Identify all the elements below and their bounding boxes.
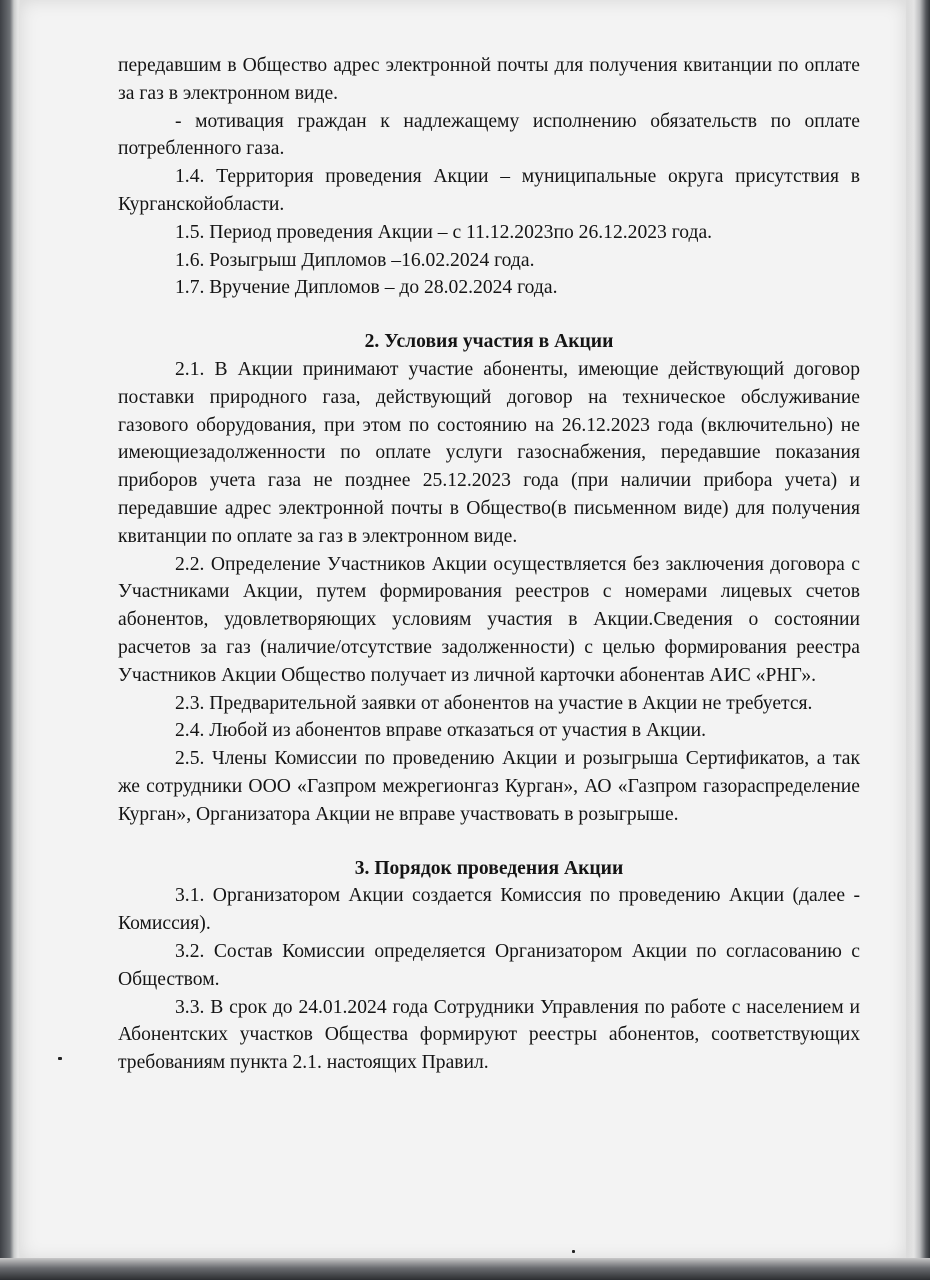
paragraph-2-2: 2.2. Определение Участников Акции осуществляется без заключения договора с Участниками Акции, путем формирования реестров с номерами лицевых счетов абонентов, удовлетворяющих условиям участия в Акции.Сведения о состоянии расчетов за газ (наличие/отсутствие задолженности) с целью формирования реестра Участников Акции Общество получает из личной карточки абонентав АИС «РНГ». [118, 553, 860, 686]
paragraph-2-4: 2.4. Любой из абонентов вправе отказаться от участия в Акции. [175, 720, 707, 742]
paragraph-3-2: 3.2. Состав Комиссии определяется Организатором Акции по согласованию с Обществом. [118, 940, 860, 990]
spacer [118, 302, 860, 328]
paragraph-2-5: 2.5. Члены Комиссии по проведению Акции и розыгрыша Сертификатов, а так же сотрудники ООО «Газпром межрегионгаз Курган», АО «Газпром газораспределение Курган», Организатора Акции не вправе участвовать в розыгрыше. [118, 748, 860, 825]
scan-speck [58, 1057, 62, 1060]
paragraph-1-7: 1.7. Вручение Дипломов – до 28.02.2024 года. [175, 277, 558, 299]
paragraph-intro-1: передавшим в Общество адрес электронной почты для получения квитанции по оплате за газ в электронном виде. [118, 55, 860, 104]
spacer [118, 829, 860, 855]
paragraph-2-3: 2.3. Предварительной заявки от абонентов на участие в Акции не требуется. [175, 692, 813, 714]
paragraph-3-3: 3.3. В срок до 24.01.2024 года Сотрудники Управления по работе с населением и Абонентских участков Общества формируют реестры абонентов, соответствующих требованиям пункта 2.1. настоящих Правил. [118, 996, 860, 1074]
paragraph-1-6: 1.6. Розыгрыш Дипломов –16.02.2024 года. [175, 249, 535, 271]
paragraph-2-1: 2.1. В Акции принимают участие абоненты, имеющие действующий договор поставки природного газа, действующий договор на техническое обслуживание газового оборудования, при этом по состоянию на 26.12.2023 года (включительно) не имеющиезадолженности по оплате услуги газоснабжения, передавшие показания приборов учета газа не позднее 25.12.2023 года (при наличии прибора учета) и передавшие адрес электронной почты в Общество(в письменном виде) для получения квитанции по оплате за газ в электронном виде. [118, 358, 860, 547]
paragraph-3-1: 3.1. Организатором Акции создается Комиссия по проведению Акции (далее - Комиссия). [118, 885, 860, 935]
paragraph-1-5: 1.5. Период проведения Акции – с 11.12.2023по 26.12.2023 года. [175, 221, 713, 243]
section-3-heading: 3. Порядок проведения Акции [354, 857, 624, 879]
scan-speck [572, 1250, 575, 1253]
section-2-heading: 2. Условия участия в Акции [364, 331, 614, 353]
paragraph-1-4: 1.4. Территория проведения Акции – муниципальные округа присутствия в Курганскойобласти. [118, 166, 860, 215]
document-body [118, 52, 860, 1077]
paragraph-intro-2: - мотивация граждан к надлежащему исполнению обязательств по оплате потребленного газа. [118, 110, 860, 160]
scanner-edge [0, 1258, 930, 1280]
